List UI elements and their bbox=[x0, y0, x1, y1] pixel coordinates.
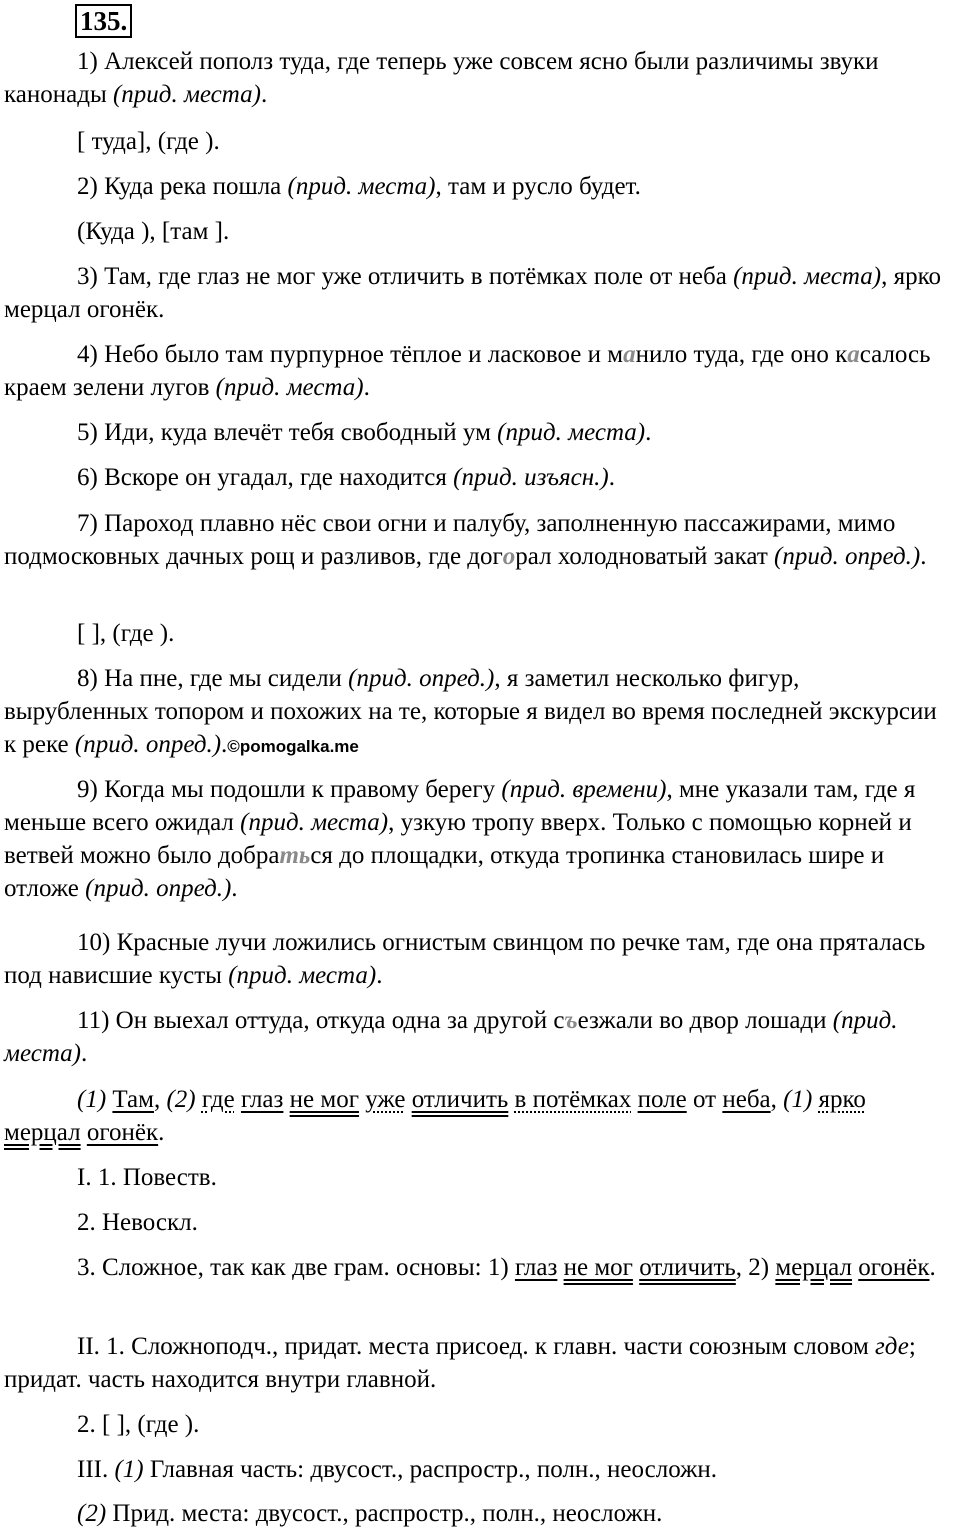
letters-highlight: ть bbox=[279, 842, 311, 869]
analysis-4: II. 1. Сложноподч., придат. места присоед. к главн. части союзным словом где; придат. часть находится внутри главной. bbox=[4, 1333, 916, 1393]
analysis-5: 2. [ ], (где ). bbox=[77, 1411, 200, 1438]
analysis-3: 3. Сложное, так как две грам. основы: 1) глаз не мог отличить, 2) мерцал огонёк. bbox=[77, 1254, 936, 1281]
adverbial-word: Там bbox=[112, 1086, 154, 1113]
predicate-word: не мог bbox=[289, 1086, 359, 1113]
sentence-5: 5) Иди, куда влечёт тебя свободный ум (прид. места). bbox=[77, 419, 652, 446]
analysis-7: (2) Прид. места: двусост., распростр., полн., неосложн. bbox=[77, 1500, 663, 1527]
analysis-2: 2. Невоскл. bbox=[77, 1209, 198, 1236]
sentence-8: 8) На пне, где мы сидели (прид. опред.), я заметил несколько фигур, вырубленных топором и похожих на те, которые я видел во время последней экскурсии к реке (прид. опред.).©pomogalka.me bbox=[4, 665, 937, 758]
analysis-6: III. (1) Главная часть: двусост., распростр., полн., неосложн. bbox=[77, 1456, 718, 1483]
parsed-sentence: (1) Там, (2) где глаз не мог уже отличить в потёмках поле от неба, (1) ярко мерцал огонёк. bbox=[4, 1086, 866, 1146]
scheme-2: (Куда ), [там ]. bbox=[77, 218, 230, 245]
vowel-highlight: а bbox=[847, 341, 860, 368]
scheme-7: [ ], (где ). bbox=[77, 620, 175, 647]
subject-word: огонёк bbox=[86, 1119, 159, 1146]
sentence-6: 6) Вскоре он угадал, где находится (прид. изъясн.). bbox=[77, 464, 615, 491]
sentence-2: 2) Куда река пошла (прид. места), там и русло будет. bbox=[77, 173, 641, 200]
predicate-word: мерцал bbox=[4, 1119, 81, 1146]
sentence-10: 10) Красные лучи ложились огнистым свинцом по речке там, где она пряталась под нависшие кусты (прид. места). bbox=[4, 929, 926, 989]
sentence-4: 4) Небо было там пурпурное тёплое и ласковое и манило туда, где оно касалось краем зелени лугов (прид. места). bbox=[4, 341, 931, 401]
scheme-1: [ туда], (где ). bbox=[77, 128, 220, 155]
predicate-word: отличить bbox=[411, 1086, 509, 1113]
sentence-1: 1) Алексей пополз туда, где теперь уже совсем ясно были различимы звуки канонады (прид. места). bbox=[4, 48, 879, 108]
analysis-1: I. 1. Повеств. bbox=[77, 1164, 217, 1191]
sentence-3: 3) Там, где глаз не мог уже отличить в потёмках поле от неба (прид. места), ярко мерцал огонёк. bbox=[4, 263, 941, 323]
vowel-highlight: а bbox=[623, 341, 636, 368]
sentence-7: 7) Пароход плавно нёс свои огни и палубу, заполненную пассажирами, мимо подмосковных дачных рощ и разливов, где догорал холодноватый закат (прид. опред.). bbox=[4, 510, 927, 570]
watermark: ©pomogalka.me bbox=[227, 737, 359, 756]
exercise-number: 135. bbox=[75, 4, 132, 38]
sentence-11: 11) Он выехал оттуда, откуда одна за другой съезжали во двор лошади (прид. места). bbox=[4, 1007, 898, 1067]
vowel-highlight: о bbox=[502, 543, 516, 570]
sentence-9: 9) Когда мы подошли к правому берегу (прид. времени), мне указали там, где я меньше всего ожидал (прид. места), узкую тропу вверх. Только с помощью корней и ветвей можно было добраться до площадки, откуда тропинка становилась шире и отложе (прид. опред.). bbox=[4, 776, 916, 902]
letter-highlight: ъ bbox=[564, 1007, 578, 1034]
subject-word: глаз bbox=[240, 1086, 284, 1113]
